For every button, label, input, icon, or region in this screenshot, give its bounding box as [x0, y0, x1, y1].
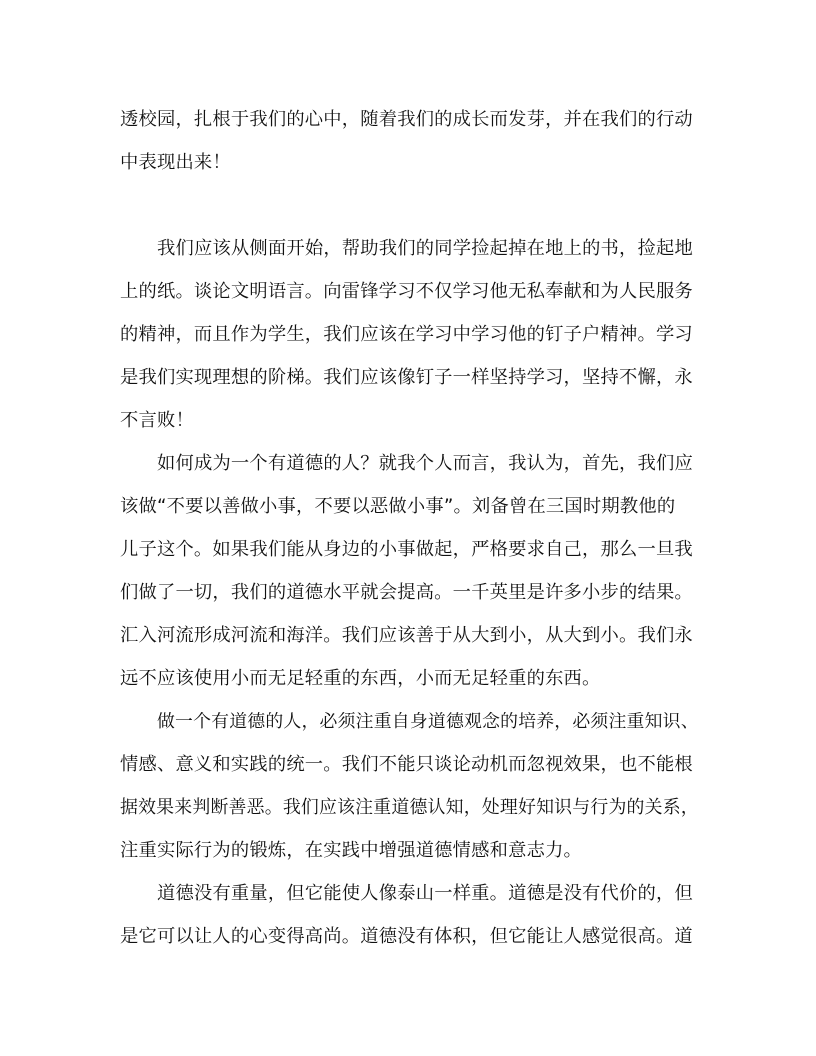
paragraph-line: 如何成为一个有道德的人？就我个人而言，我认为，首先，我们应: [157, 453, 693, 474]
paragraph-line: 是我们实现理想的阶梯。我们应该像钉子一样坚持学习，坚持不懈，永: [120, 367, 693, 388]
paragraph-line: 据效果来判断善恶。我们应该注重道德认知，处理好知识与行为的关系，: [120, 797, 699, 818]
paragraph-line: 是它可以让人的心变得高尚。道德没有体积，但它能让人感觉很高。道: [120, 926, 693, 947]
paragraph-line: 中表现出来！: [120, 152, 231, 173]
paragraph-line: 远不应该使用小而无足轻重的东西，小而无足轻重的东西。: [120, 668, 601, 689]
paragraph-line: 的精神，而且作为学生，我们应该在学习中学习他的钉子户精神。学习: [120, 324, 693, 345]
paragraph-line: 该做“不要以善做小事，不要以恶做小事”。刘备曾在三国时期教他的: [120, 496, 676, 517]
paragraph-line: 情感、意义和实践的统一。我们不能只谈论动机而忽视效果，也不能根: [120, 754, 693, 775]
paragraph-line: 上的纸。谈论文明语言。向雷锋学习不仅学习他无私奉献和为人民服务: [120, 281, 693, 302]
paragraph-line: 们做了一切，我们的道德水平就会提高。一千英里是许多小步的结果。: [120, 582, 693, 603]
paragraph-line: 汇入河流形成河流和海洋。我们应该善于从大到小，从大到小。我们永: [120, 625, 693, 646]
paragraph-line: 透校园，扎根于我们的心中，随着我们的成长而发芽，并在我们的行动: [120, 109, 693, 130]
paragraph-line: 道德没有重量，但它能使人像泰山一样重。道德是没有代价的，但: [157, 883, 693, 904]
paragraph-line: 做一个有道德的人，必须注重自身道德观念的培养，必须注重知识、: [157, 711, 699, 732]
paragraph-line: 我们应该从侧面开始，帮助我们的同学捡起掉在地上的书，捡起地: [157, 238, 693, 259]
paragraph-line: 注重实际行为的锻炼，在实践中增强道德情感和意志力。: [120, 840, 583, 861]
paragraph-line: 儿子这个。如果我们能从身边的小事做起，严格要求自己，那么一旦我: [120, 539, 693, 560]
paragraph-line: 不言败！: [120, 410, 194, 431]
